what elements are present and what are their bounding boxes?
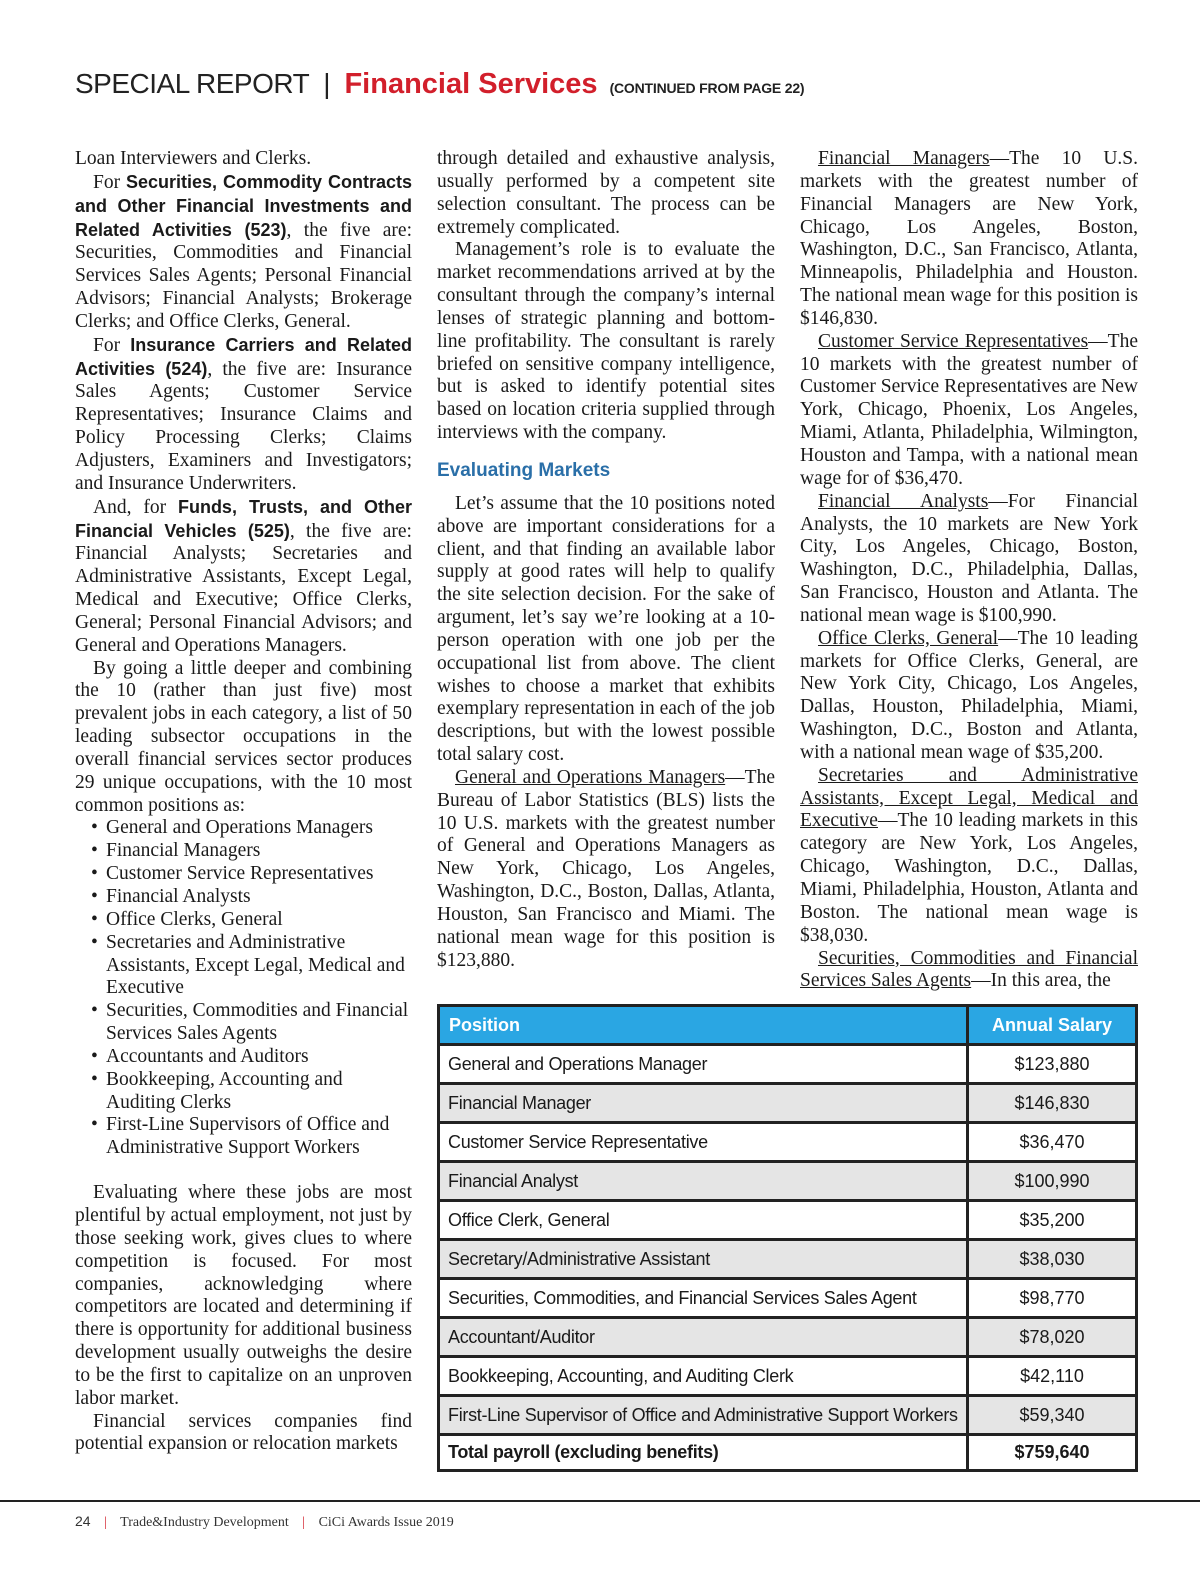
salary-cell: $78,020 [968, 1318, 1137, 1357]
text-run: For [93, 334, 131, 356]
paragraph [75, 334, 412, 496]
text-run: For [93, 171, 126, 193]
paragraph [800, 491, 1138, 628]
text-run: —The Bureau of Labor Statistics (BLS) lists the 10 U.S. markets with the greatest number of General and Operations Managers as New York, Chicago, Los Angeles, Washington, D.C., Boston, Dallas, Atlanta, Houston, San Francisco and Miami. The national mean wage for this position is $123,880. [437, 766, 775, 971]
position-cell: General and Operations Manager [439, 1045, 968, 1084]
list-item: • General and Operations Managers [89, 817, 412, 840]
table-row [439, 1396, 1137, 1435]
paragraph [800, 628, 1138, 765]
paragraph: Let’s assume that the 10 positions noted above are important considerations for a client, and that finding an available labor supply at good rates will help to qualify the site selection decision. For the sake of argument, let’s say we’re looking at a 10-person operation with one job per the occupational list from above. The client wishes to choose a market that exhibits exemplary representation in each of the job descriptions, but with the lowest possible total salary cost. [437, 492, 775, 766]
issue-name: CiCi Awards Issue 2019 [318, 1515, 454, 1530]
occupation-list [75, 817, 412, 1160]
paragraph [800, 948, 1138, 994]
text-run: And, for [93, 496, 178, 518]
list-item: • Bookkeeping, Accounting and Auditing Clerks [89, 1069, 412, 1115]
paragraph [800, 765, 1138, 948]
footer-separator: | [302, 1515, 306, 1530]
salary-cell: $100,990 [968, 1162, 1137, 1201]
salary-cell: $98,770 [968, 1279, 1137, 1318]
paragraph [800, 148, 1138, 331]
list-item: • Secretaries and Administrative Assistants, Except Legal, Medical and Executive [89, 932, 412, 1001]
text-run: —In this area, the [971, 970, 1111, 992]
column-header-salary: Annual Salary [968, 1006, 1137, 1045]
salary-cell: $35,200 [968, 1201, 1137, 1240]
column-2 [437, 148, 775, 973]
salary-cell: $146,830 [968, 1084, 1137, 1123]
position-cell: Office Clerk, General [439, 1201, 968, 1240]
text-run: —The 10 markets with the greatest number of Customer Service Representatives are New York, Chicago, Phoenix, Los Angeles, Miami, Atlanta, Philadelphia, Wilmington, Houston and Tampa, with a national mean wage for of $36,470. [800, 330, 1138, 489]
occupation-heading: Secretaries and Administrative Assistants, Except Legal, Medical and Executive [800, 764, 1138, 832]
page-footer [75, 1513, 454, 1531]
table-row [439, 1045, 1137, 1084]
table-row [439, 1162, 1137, 1201]
salary-cell: $123,880 [968, 1045, 1137, 1084]
table-header-row [439, 1006, 1137, 1045]
occupation-heading: Office Clerks, General [818, 627, 999, 649]
total-salary: $759,640 [968, 1435, 1137, 1471]
list-item: • Financial Managers [89, 840, 412, 863]
occupation-heading: Financial Analysts [818, 490, 989, 512]
salary-table [437, 1004, 1138, 1472]
position-cell: Accountant/Auditor [439, 1318, 968, 1357]
paragraph: Evaluating where these jobs are most plentiful by actual employment, not just by those seeking work, gives clues to where competition is focused. For most companies, acknowledging where competitors are located and determining if there is opportunity for additional business development usually outweighs the desire to be the first to capitalize on an unproven labor market. [75, 1182, 412, 1409]
total-label: Total payroll (excluding benefits) [439, 1435, 968, 1471]
continued-note: (CONTINUED FROM PAGE 22) [609, 80, 805, 96]
list-item: • Financial Analysts [89, 886, 412, 909]
occupation-heading: Securities, Commodities and Financial Services Sales Agents [800, 947, 1138, 992]
paragraph [800, 331, 1138, 491]
column-3 [800, 148, 1138, 993]
table-row [439, 1201, 1137, 1240]
occupation-heading: Customer Service Representatives [818, 330, 1089, 352]
salary-cell: $42,110 [968, 1357, 1137, 1396]
table-row [439, 1357, 1137, 1396]
paragraph: through detailed and exhaustive analysis, usually performed by a competent site selection consultant. The process can be extremely complicated. [437, 148, 775, 238]
footer-separator: | [104, 1515, 107, 1530]
occupation-heading: General and Operations Managers [455, 766, 726, 788]
position-cell: First-Line Supervisor of Office and Administrative Support Workers [439, 1396, 968, 1435]
list-item: • Office Clerks, General [89, 909, 412, 932]
list-item: • Securities, Commodities and Financial Services Sales Agents [89, 1000, 412, 1046]
column-1 [75, 148, 412, 1456]
paragraph: Financial services companies find potential expansion or relocation markets [75, 1410, 412, 1455]
paragraph: Loan Interviewers and Clerks. [75, 148, 312, 169]
position-cell: Customer Service Representative [439, 1123, 968, 1162]
list-item: • Customer Service Representatives [89, 863, 412, 886]
header-separator: | [323, 68, 331, 99]
position-cell: Financial Manager [439, 1084, 968, 1123]
text-run: —The 10 U.S. markets with the greatest number of Financial Managers are New York, Chicago, Los Angeles, Boston, Washington, D.C., San Francisco, Atlanta, Minneapolis, Philadelphia and Houston. The national mean wage for this position is $146,830. [800, 148, 1138, 329]
occupation-heading: Financial Managers [818, 148, 990, 169]
position-cell: Bookkeeping, Accounting, and Auditing Clerk [439, 1357, 968, 1396]
category-name: Insurance Carriers and Related Activities (524) [75, 334, 413, 379]
table-row [439, 1240, 1137, 1279]
table-row [439, 1084, 1137, 1123]
text-run: , the five are: Insurance Sales Agents; Customer Service Representatives; Insurance Claims and Policy Processing Clerks; Claims Adjusters, Examiners and Investigators; and Insurance Underwriters. [75, 358, 412, 494]
position-cell: Financial Analyst [439, 1162, 968, 1201]
page-number: 24 [75, 1513, 91, 1529]
position-cell: Securities, Commodities, and Financial Services Sales Agent [439, 1279, 968, 1318]
text-run: , the five are: Financial Analysts; Secretaries and Administrative Assistants, Except Legal, Medical and Executive; Office Clerks, General; Personal Financial Advisors; and General and Operations Managers. [75, 520, 412, 656]
text-run: , the five are: Securities, Commodities and Financial Services Sales Agents; Personal Financial Advisors; Financial Analysts; Brokerage Clerks; and Office Clerks, General. [75, 219, 412, 332]
column-header-position: Position [439, 1006, 968, 1045]
page-header [75, 68, 804, 108]
table-row [439, 1123, 1137, 1162]
category-name: Funds, Trusts, and Other Financial Vehicles (525) [75, 496, 412, 541]
position-cell: Secretary/Administrative Assistant [439, 1240, 968, 1279]
page-title: Financial Services [344, 68, 598, 100]
publication-name: Trade&Industry Development [120, 1515, 289, 1530]
paragraph [437, 767, 775, 973]
text-run: —The 10 leading markets in this category are New York, Los Angeles, Chicago, Washington, D.C., Dallas, Miami, Philadelphia, Houston, Atlanta and Boston. The national mean wage is $38,030. [800, 810, 1138, 946]
section-subheading: Evaluating Markets [437, 459, 611, 481]
table-total-row [439, 1435, 1137, 1471]
section-label: SPECIAL REPORT [75, 68, 310, 99]
paragraph [75, 171, 412, 334]
text-run: —For Financial Analysts, the 10 markets are New York City, Los Angeles, Chicago, Boston, Washington, D.C., Philadelphia, Dallas, San Francisco, Houston and Atlanta. The national mean wage is $100,990. [800, 490, 1138, 626]
table-row [439, 1279, 1137, 1318]
footer-divider [0, 1500, 1200, 1502]
salary-cell: $38,030 [968, 1240, 1137, 1279]
text-run: —The 10 leading markets for Office Clerks, General, are New York City, Chicago, Los Angeles, Dallas, Houston, Philadelphia, Miami, Washington, D.C., Boston and Atlanta, with a national mean wage of $35,200. [800, 627, 1138, 763]
paragraph [75, 496, 412, 658]
table-row [439, 1318, 1137, 1357]
salary-cell: $36,470 [968, 1123, 1137, 1162]
salary-cell: $59,340 [968, 1396, 1137, 1435]
category-name: Securities, Commodity Contracts and Other Financial Investments and Related Activities (523) [75, 171, 413, 240]
paragraph: Management’s role is to evaluate the market recommendations arrived at by the consultant through the company’s internal lenses of strategic planning and bottom-line profitability. The consultant is rarely briefed on sensitive company intelligence, but is asked to identify potential sites based on location criteria supplied through interviews with the company. [437, 239, 775, 444]
list-item: • Accountants and Auditors [89, 1046, 412, 1069]
list-item: • First-Line Supervisors of Office and Administrative Support Workers [89, 1114, 412, 1160]
paragraph: By going a little deeper and combining the 10 (rather than just five) most prevalent jobs in each category, a list of 50 leading subsector occupations in the overall financial services sector produces 29 unique occupations, with the 10 most common positions as: [75, 657, 412, 816]
